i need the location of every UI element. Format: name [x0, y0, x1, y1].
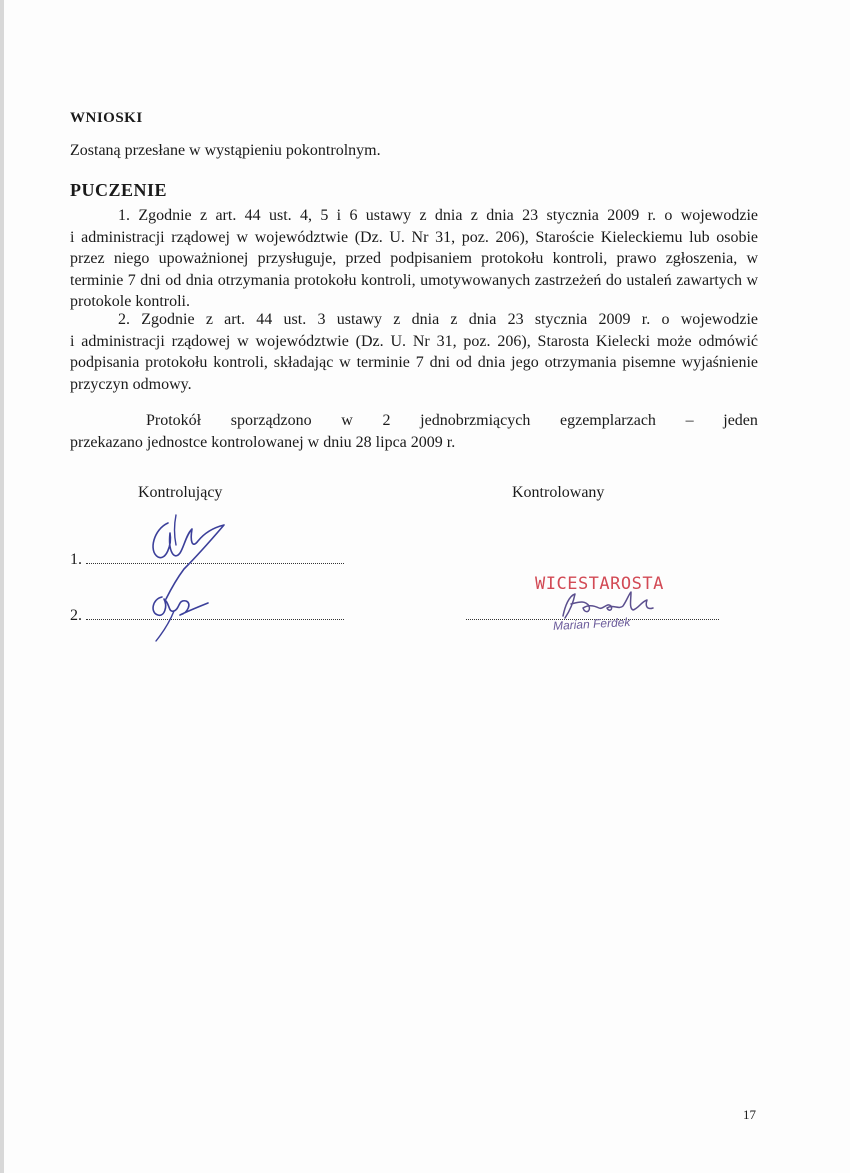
protokol-word: jeden [723, 412, 758, 429]
page-number: 17 [743, 1107, 756, 1122]
pouczenie-paragraph-2 [70, 309, 758, 395]
pouczenie-heading: PUCZENIE [70, 180, 168, 200]
kontrolowany-label: Kontrolowany [512, 484, 605, 501]
protokol-word: 2 [382, 412, 391, 429]
protokol-word: egzemplarzach [560, 412, 656, 429]
protokol-word: Protokół [146, 412, 202, 429]
signature-line-number: 2. [70, 607, 82, 624]
pouczenie-paragraph-1 [70, 205, 758, 313]
paragraph-2-body: i administracji rządowej w województwie (Dz. U. Nr 31, poz. 206), Starosta Kielecki może odmówić podpisania protokołu kontroli, składając w terminie 7 dni od dnia jego otrzymania pisemne wyjaśnienie przyczyn odmowy. [70, 332, 758, 393]
protokol-word: jednobrzmiących [420, 412, 531, 429]
stamp-name: Marian Ferdek [552, 614, 631, 634]
protokol-first-line [70, 410, 758, 432]
wnioski-heading: WNIOSKI [70, 110, 143, 126]
protokol-paragraph [70, 410, 758, 453]
paragraph-2-first-line: 2. Zgodnie z art. 44 ust. 3 ustawy z dnia z dnia 23 stycznia 2009 r. o wojewodzie [118, 311, 758, 328]
kontrolujacy-label: Kontrolujący [138, 484, 223, 501]
protokol-word: – [685, 412, 694, 429]
signature-line-number: 1. [70, 551, 82, 568]
signature-2-icon [140, 585, 220, 645]
paragraph-1-first-line: 1. Zgodnie z art. 44 ust. 4, 5 i 6 ustawy z dnia z dnia 23 stycznia 2009 r. o wojewodzie [118, 207, 758, 224]
protokol-second-line: przekazano jednostce kontrolowanej w dniu 28 lipca 2009 r. [70, 433, 456, 451]
stamp-title: WICESTAROSTA [535, 574, 664, 594]
wnioski-text: Zostaną przesłane w wystąpieniu pokontrolnym. [70, 142, 381, 159]
scan-edge [0, 0, 4, 1173]
protokol-word: sporządzono [230, 412, 312, 429]
protokol-word: w [341, 412, 353, 429]
paragraph-1-body: i administracji rządowej w województwie (Dz. U. Nr 31, poz. 206), Staroście Kieleckiemu lub osobie przez niego upoważnionej przysługuje, przed podpisaniem protokołu kontroli, prawo zgłoszenia, w terminie 7 dni od dnia otrzymania protokołu kontroli, umotywowanych zastrzeżeń do ustaleń zawartych w protokole kontroli. [70, 228, 758, 310]
